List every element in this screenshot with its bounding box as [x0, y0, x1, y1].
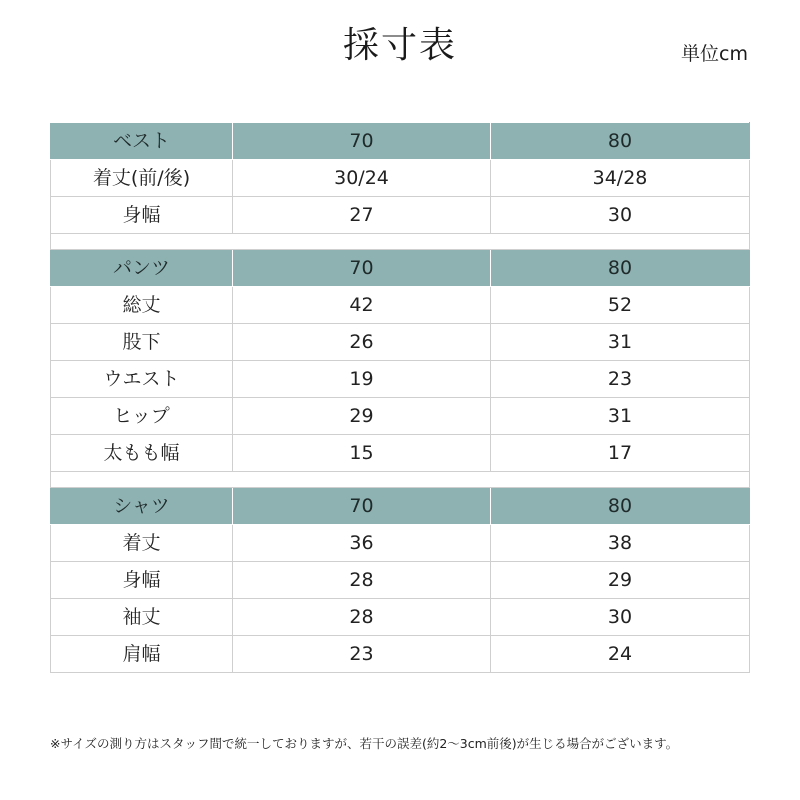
row-label: 袖丈: [51, 599, 233, 636]
table-row: [51, 636, 750, 673]
row-label: 総丈: [51, 287, 233, 324]
size-70-value: 42: [233, 287, 491, 324]
table-row: [51, 599, 750, 636]
size-80-header: 80: [491, 488, 750, 525]
size-70-value: 30/24: [233, 160, 491, 197]
table-row: [51, 525, 750, 562]
size-70-value: 19: [233, 361, 491, 398]
size-70-value: 28: [233, 562, 491, 599]
size-70-header: 70: [233, 488, 491, 525]
table-row: [51, 324, 750, 361]
size-70-value: 29: [233, 398, 491, 435]
measurement-note: ※サイズの測り方はスタッフ間で統一しておりますが、若干の誤差(約2〜3cm前後)が生じる場合がございます。: [50, 736, 679, 751]
size-70-value: 28: [233, 599, 491, 636]
size-80-value: 17: [491, 435, 750, 472]
section-spacer: [51, 234, 750, 250]
size-80-value: 30: [491, 599, 750, 636]
size-70-value: 15: [233, 435, 491, 472]
table-row: [51, 160, 750, 197]
size-80-value: 38: [491, 525, 750, 562]
table-row: [51, 562, 750, 599]
size-70-header: 70: [233, 250, 491, 287]
size-table: [50, 122, 750, 673]
row-label: 身幅: [51, 197, 233, 234]
vest-header-row: [51, 123, 750, 160]
row-label: 太もも幅: [51, 435, 233, 472]
size-80-value: 30: [491, 197, 750, 234]
size-80-value: 23: [491, 361, 750, 398]
size-80-value: 31: [491, 324, 750, 361]
size-80-header: 80: [491, 250, 750, 287]
section-name: パンツ: [51, 250, 233, 287]
size-80-value: 24: [491, 636, 750, 673]
size-70-value: 23: [233, 636, 491, 673]
table-row: [51, 197, 750, 234]
size-80-value: 52: [491, 287, 750, 324]
page-title: 採寸表: [342, 25, 457, 66]
row-label: 身幅: [51, 562, 233, 599]
row-label: 股下: [51, 324, 233, 361]
spacer-cell: [51, 472, 750, 488]
table-row: [51, 435, 750, 472]
row-label: 着丈(前/後): [51, 160, 233, 197]
row-label: ウエスト: [51, 361, 233, 398]
row-label: 肩幅: [51, 636, 233, 673]
size-70-header: 70: [233, 123, 491, 160]
unit-label: 単位cm: [681, 43, 748, 65]
size-80-value: 29: [491, 562, 750, 599]
size-80-value: 34/28: [491, 160, 750, 197]
shirt-header-row: [51, 488, 750, 525]
section-name: シャツ: [51, 488, 233, 525]
size-70-value: 26: [233, 324, 491, 361]
table-row: [51, 398, 750, 435]
section-spacer: [51, 472, 750, 488]
row-label: ヒップ: [51, 398, 233, 435]
table-row: [51, 361, 750, 398]
row-label: 着丈: [51, 525, 233, 562]
pants-header-row: [51, 250, 750, 287]
size-80-header: 80: [491, 123, 750, 160]
section-name: ベスト: [51, 123, 233, 160]
spacer-cell: [51, 234, 750, 250]
size-80-value: 31: [491, 398, 750, 435]
table-row: [51, 287, 750, 324]
size-70-value: 36: [233, 525, 491, 562]
size-70-value: 27: [233, 197, 491, 234]
